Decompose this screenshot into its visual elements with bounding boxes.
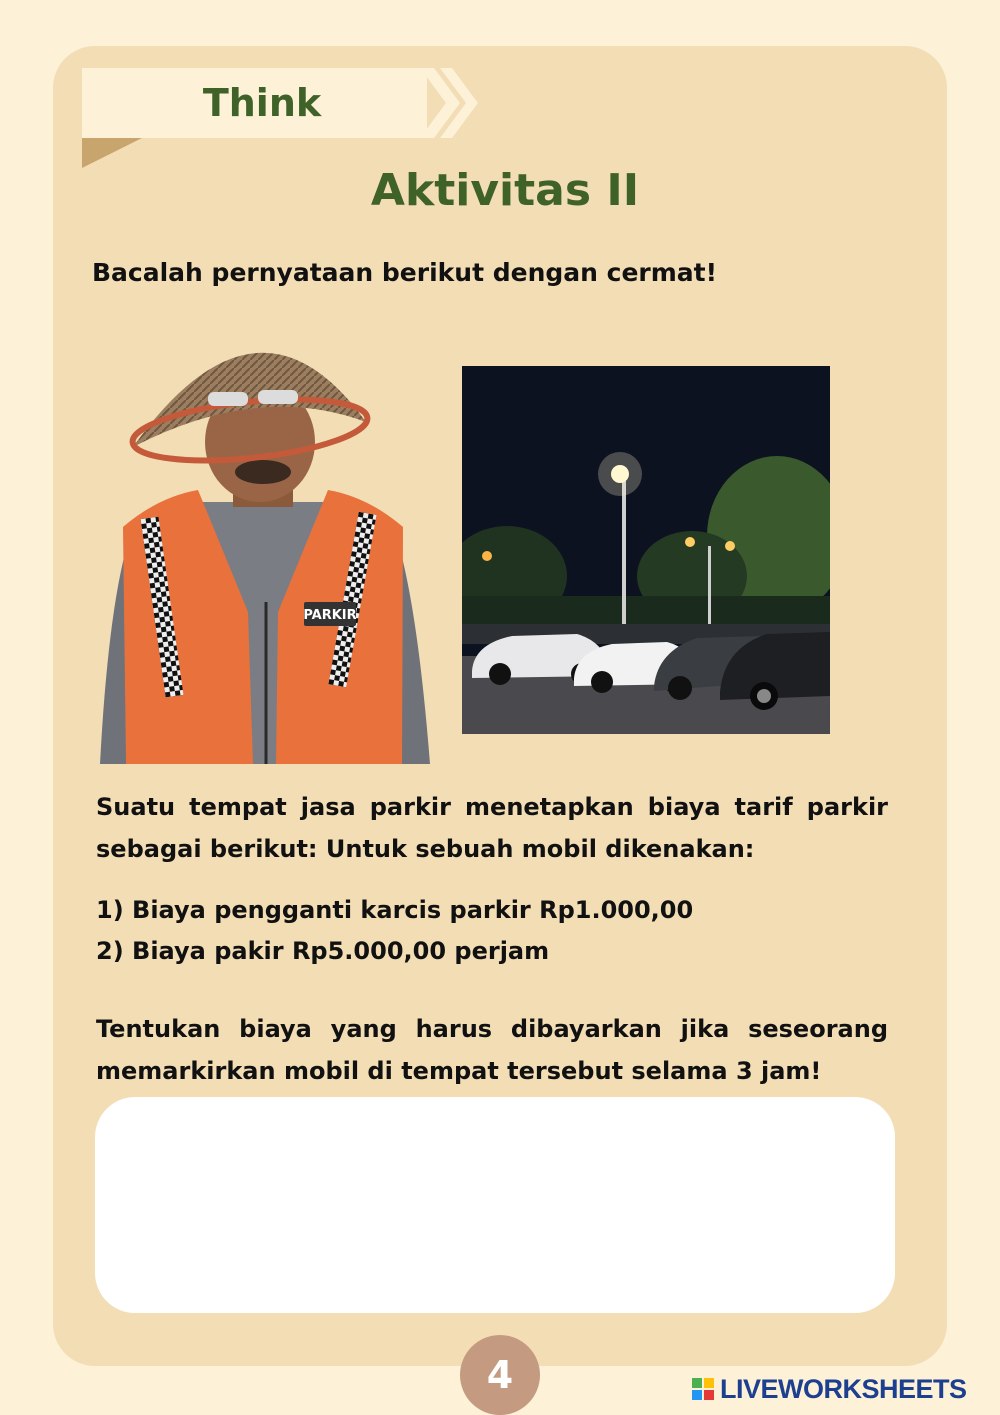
list-item: 2) Biaya pakir Rp5.000,00 perjam [96,937,550,965]
think-banner [82,68,427,138]
page-number: 4 [460,1335,540,1415]
list-item: 1) Biaya pengganti karcis parkir Rp1.000,00 [96,896,694,924]
parking-attendant-photo [98,312,432,764]
vest-badge-text: PARKIR [303,608,357,623]
liveworksheets-icon [692,1376,718,1402]
parking-lot-photo [462,366,830,734]
chevron-arrows-icon [420,68,484,138]
instruction-text: Bacalah pernyataan berikut dengan cermat! [92,258,718,287]
banner-label: Think [202,81,322,125]
question-text: Tentukan biaya yang harus dibayarkan jika seseorang memarkirkan mobil di tempat tersebut selama 3 jam! [96,1015,888,1085]
fee-list [96,890,888,972]
page-title: Aktivitas II [370,165,640,216]
problem-paragraph: Suatu tempat jasa parkir menetapkan biaya tarif parkir sebagai berikut: Untuk sebuah mobil dikenakan: [96,793,888,863]
banner-fold [82,138,142,168]
answer-input[interactable] [95,1097,895,1313]
liveworksheets-logo [692,1373,967,1404]
brand-name: LIVEWORKSHEETS [720,1373,967,1404]
